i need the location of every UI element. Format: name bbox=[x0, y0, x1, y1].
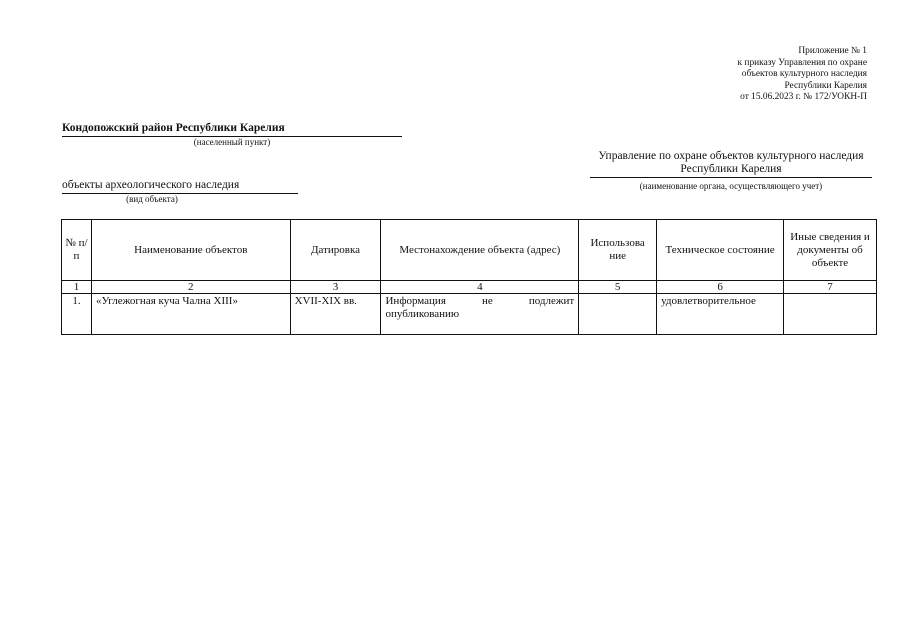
column-number: 4 bbox=[381, 281, 579, 294]
header-cell-usage: Использова ние bbox=[579, 220, 657, 281]
table-row bbox=[62, 294, 877, 335]
column-number: 3 bbox=[290, 281, 381, 294]
header-cell-number: № п/п bbox=[62, 220, 92, 281]
objects-table bbox=[61, 219, 877, 335]
cell-condition: удовлетворительное bbox=[657, 294, 784, 335]
cell-other bbox=[784, 294, 877, 335]
cell-number: 1. bbox=[62, 294, 92, 335]
header-cell-condition: Техническое состояние bbox=[657, 220, 784, 281]
column-number-row bbox=[62, 281, 877, 294]
column-number: 1 bbox=[62, 281, 92, 294]
header-cell-address: Местонахождение объекта (адрес) bbox=[381, 220, 579, 281]
appendix-line: Приложение № 1 bbox=[798, 46, 867, 56]
table-header-row bbox=[62, 220, 877, 281]
object-type-caption: (вид объекта) bbox=[126, 194, 178, 204]
authority-value: Управление по охране объектов культурного наследия Республики Карелия bbox=[590, 150, 872, 178]
authority-field bbox=[590, 150, 872, 192]
appendix-header bbox=[738, 46, 867, 104]
column-number: 7 bbox=[784, 281, 877, 294]
header-cell-dating: Датировка bbox=[290, 220, 381, 281]
column-number: 2 bbox=[91, 281, 290, 294]
appendix-line: к приказу Управления по охране bbox=[737, 57, 867, 68]
column-number: 6 bbox=[657, 281, 784, 294]
header-cell-name: Наименование объектов bbox=[91, 220, 290, 281]
settlement-caption: (населенный пункт) bbox=[193, 137, 271, 147]
cell-address: Информация не подлежит опубликованию bbox=[381, 294, 579, 335]
object-type-field bbox=[62, 179, 298, 205]
cell-usage bbox=[579, 294, 657, 335]
cell-name: «Углежогная куча Чална XIII» bbox=[91, 294, 290, 335]
appendix-line: объектов культурного наследия bbox=[741, 69, 867, 80]
appendix-line: Республики Карелия bbox=[784, 80, 867, 91]
cell-dating: XVII-XIX вв. bbox=[290, 294, 381, 335]
column-number: 5 bbox=[579, 281, 657, 294]
settlement-value: Кондопожский район Республики Карелия bbox=[62, 122, 402, 137]
settlement-field bbox=[62, 122, 402, 148]
authority-caption: (наименование органа, осуществляющего учет) bbox=[639, 181, 823, 191]
object-type-value: объекты археологического наследия bbox=[62, 179, 298, 194]
appendix-line: от 15.06.2023 г. № 172/УОКН-П bbox=[740, 92, 867, 103]
header-cell-other: Иные сведения и документы об объекте bbox=[784, 220, 877, 281]
